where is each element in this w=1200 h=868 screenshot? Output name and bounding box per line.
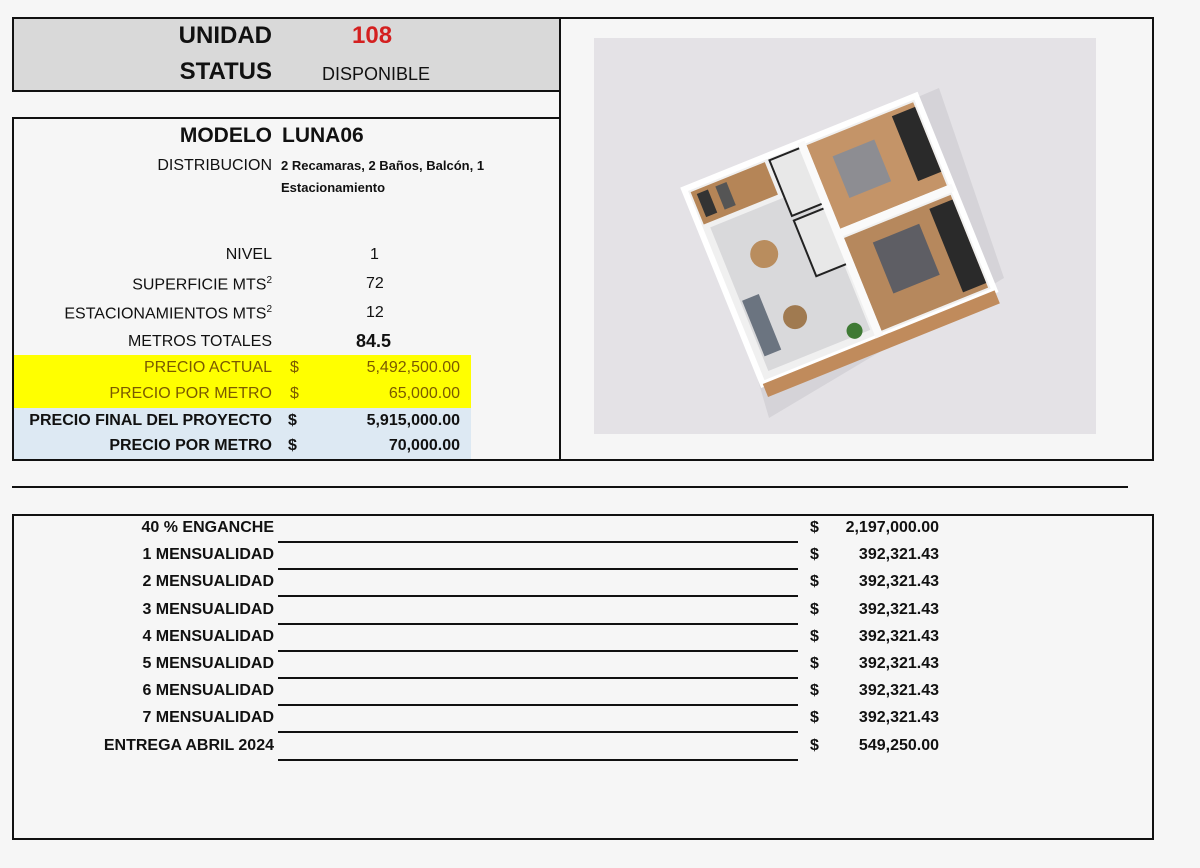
payment-underline xyxy=(278,595,798,597)
metros-totales-value: 84.5 xyxy=(356,331,392,351)
precio-final-value: 5,915,000.00 xyxy=(366,412,460,429)
payment-amount: 392,321.43 xyxy=(858,628,939,645)
payment-label: 3 MENSUALIDAD xyxy=(142,601,274,618)
status-value: DISPONIBLE xyxy=(322,64,431,84)
payment-amount: 392,321.43 xyxy=(858,573,939,590)
payment-underline xyxy=(278,623,798,625)
payment-underline xyxy=(278,731,798,733)
payment-label: 4 MENSUALIDAD xyxy=(142,628,274,645)
payment-label: 40 % ENGANCHE xyxy=(141,519,274,536)
estacionamientos-sup: 2 xyxy=(266,304,272,315)
estacionamientos-label-text: ESTACIONAMIENTOS MTS xyxy=(64,305,267,323)
modelo-value: LUNA06 xyxy=(282,124,364,147)
precio-final-metro-value: 70,000.00 xyxy=(388,437,460,454)
floor-plan-illustration xyxy=(594,38,1096,434)
payment-underline xyxy=(278,704,798,706)
payment-amount: 2,197,000.00 xyxy=(845,519,939,536)
payment-currency: $ xyxy=(810,519,819,536)
payment-label: 6 MENSUALIDAD xyxy=(142,682,274,699)
payment-label: 7 MENSUALIDAD xyxy=(142,709,274,726)
superficie-value: 72 xyxy=(366,275,384,292)
status-label: STATUS xyxy=(179,58,272,85)
precio-actual-value: 5,492,500.00 xyxy=(366,359,460,376)
superficie-sup: 2 xyxy=(266,275,272,286)
payment-currency: $ xyxy=(810,601,819,618)
nivel-value: 1 xyxy=(370,246,379,263)
payment-underline xyxy=(278,650,798,652)
precio-actual-currency: $ xyxy=(290,359,299,376)
unidad-value: 108 xyxy=(352,22,393,49)
precio-final-metro-currency: $ xyxy=(288,437,297,454)
estacionamientos-value: 12 xyxy=(366,304,384,321)
unidad-label: UNIDAD xyxy=(178,22,272,49)
payment-label: 2 MENSUALIDAD xyxy=(142,573,274,590)
precio-por-metro-value: 65,000.00 xyxy=(388,385,460,402)
payment-amount: 392,321.43 xyxy=(858,709,939,726)
superficie-label-text: SUPERFICIE MTS xyxy=(132,276,267,294)
payment-currency: $ xyxy=(810,546,819,563)
precio-por-metro-currency: $ xyxy=(290,385,299,402)
payment-currency: $ xyxy=(810,682,819,699)
distribucion-label: DISTRIBUCION xyxy=(157,157,272,174)
payment-currency: $ xyxy=(810,628,819,645)
payment-currency: $ xyxy=(810,737,819,754)
distribucion-value: 2 Recamaras, 2 Baños, Balcón, 1 Estacionamiento xyxy=(281,158,485,195)
payment-label: 1 MENSUALIDAD xyxy=(142,546,274,563)
payment-currency: $ xyxy=(810,573,819,590)
payment-amount: 392,321.43 xyxy=(858,682,939,699)
floor-plan-render-image xyxy=(594,38,1096,434)
metros-totales-label: METROS TOTALES xyxy=(127,333,272,350)
payment-currency: $ xyxy=(810,709,819,726)
payment-underline xyxy=(278,677,798,679)
payment-amount: 392,321.43 xyxy=(858,601,939,618)
precio-final-label: PRECIO FINAL DEL PROYECTO xyxy=(29,412,272,429)
payment-label: ENTREGA ABRIL 2024 xyxy=(103,737,274,754)
precio-final-currency: $ xyxy=(288,412,297,429)
nivel-label: NIVEL xyxy=(225,246,272,263)
precio-por-metro-label: PRECIO POR METRO xyxy=(109,385,272,402)
payment-currency: $ xyxy=(810,655,819,672)
payment-underline xyxy=(278,759,798,761)
modelo-label: MODELO xyxy=(179,124,272,147)
superficie-label xyxy=(60,275,272,294)
payment-underline xyxy=(278,541,798,543)
payment-label: 5 MENSUALIDAD xyxy=(142,655,274,672)
payment-underline xyxy=(278,568,798,570)
section-separator xyxy=(12,486,1128,488)
precio-final-metro-label: PRECIO POR METRO xyxy=(109,437,272,454)
precio-actual-label: PRECIO ACTUAL xyxy=(143,359,272,376)
payment-amount: 549,250.00 xyxy=(858,737,939,754)
estacionamientos-label xyxy=(20,304,272,323)
payment-amount: 392,321.43 xyxy=(858,655,939,672)
payment-amount: 392,321.43 xyxy=(858,546,939,563)
